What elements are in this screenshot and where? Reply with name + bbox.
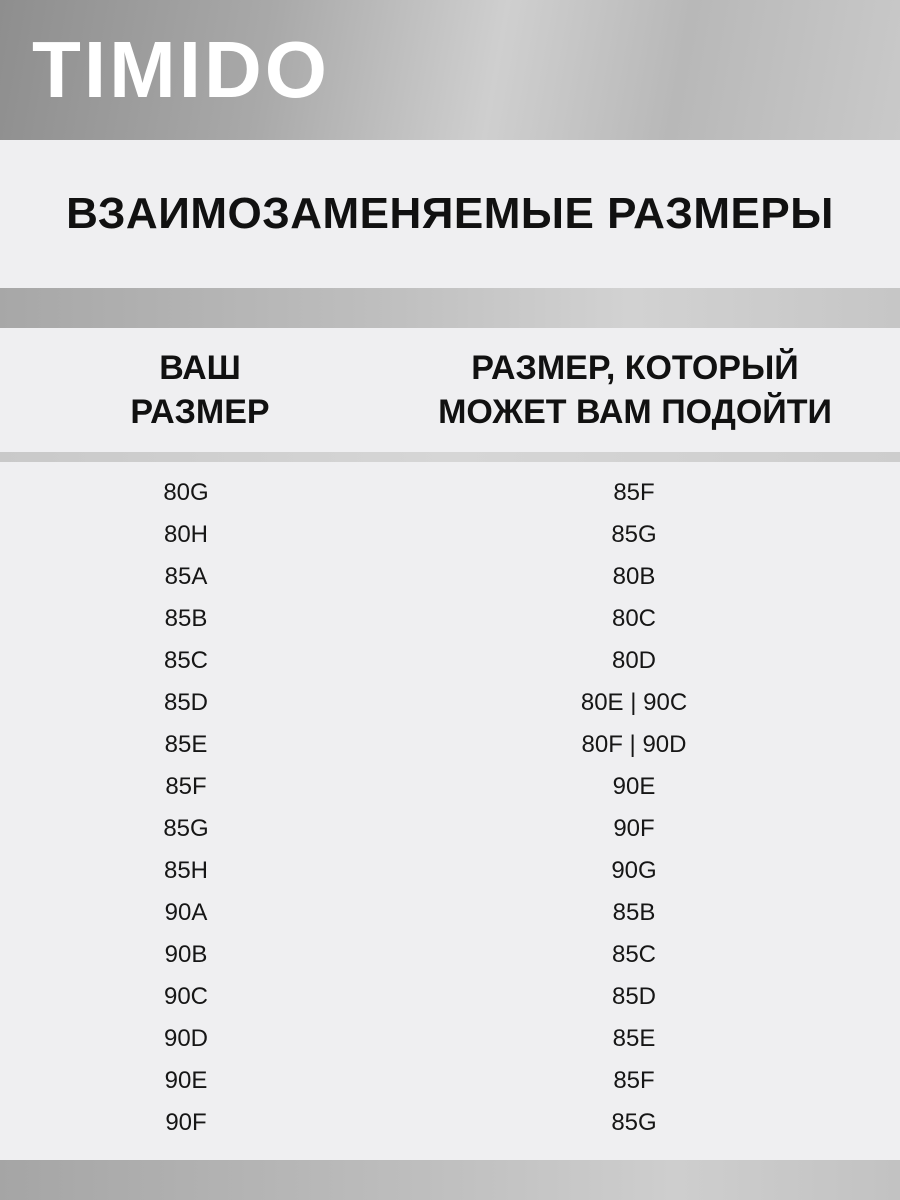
your-size-cell: 85D [163,689,209,716]
table-row [0,892,900,934]
alt-size-cell: 85F [613,479,655,506]
alt-size-cell: 90F [613,815,655,842]
table-row [0,934,900,976]
alt-size-cell: 80D [611,647,657,674]
your-size-cell: 85G [163,815,209,842]
alt-size-cell: 85F [613,1067,655,1094]
brand-banner [0,0,900,140]
column-header-alt-size-line: РАЗМЕР, КОТОРЫЙ [471,349,799,387]
table-row [0,472,900,514]
column-header-your-size [80,346,320,434]
your-size-cell: 90C [163,983,209,1010]
table-row [0,1060,900,1102]
table-row [0,766,900,808]
page-title: ВЗАИМОЗАМЕНЯЕМЫЕ РАЗМЕРЫ [66,189,834,238]
your-size-cell: 90E [164,1067,208,1094]
footer-band [0,1160,900,1200]
alt-size-cell: 90E [612,773,656,800]
your-size-cell: 85A [164,563,208,590]
table-row [0,724,900,766]
alt-size-cell: 80C [611,605,657,632]
table-row [0,514,900,556]
your-size-cell: 90B [164,941,208,968]
table-row [0,1018,900,1060]
your-size-cell: 85E [164,731,208,758]
alt-size-cell: 85C [611,941,657,968]
your-size-cell: 85C [163,647,209,674]
table-header [0,328,900,452]
table-row [0,682,900,724]
size-table [0,472,900,1144]
title-section [0,140,900,288]
alt-size-cell: 80E | 90C [580,689,688,716]
column-header-your-size-line: РАЗМЕР [130,393,270,431]
your-size-cell: 90D [163,1025,209,1052]
column-header-your-size-line: ВАШ [159,349,241,387]
your-size-cell: 90F [165,1109,207,1136]
table-row [0,808,900,850]
alt-size-cell: 90G [611,857,657,884]
alt-size-cell: 85G [611,521,657,548]
your-size-cell: 85F [165,773,207,800]
table-row [0,598,900,640]
alt-size-cell: 85E [612,1025,656,1052]
your-size-cell: 80H [163,521,209,548]
your-size-cell: 80G [163,479,209,506]
column-header-alt-size-line: МОЖЕТ ВАМ ПОДОЙТИ [438,393,832,431]
alt-size-cell: 85D [611,983,657,1010]
brand-logo: TIMIDO [32,25,330,114]
alt-size-cell: 80B [612,563,656,590]
header-divider [0,452,900,462]
your-size-cell: 85B [164,605,208,632]
your-size-cell: 85H [163,857,209,884]
table-row [0,976,900,1018]
table-row [0,640,900,682]
divider-band [0,288,900,328]
your-size-cell: 90A [164,899,208,926]
table-row [0,850,900,892]
alt-size-cell: 85G [611,1109,657,1136]
column-header-alt-size [390,346,880,434]
table-row [0,1102,900,1144]
table-row [0,556,900,598]
alt-size-cell: 85B [612,899,656,926]
alt-size-cell: 80F | 90D [581,731,687,758]
